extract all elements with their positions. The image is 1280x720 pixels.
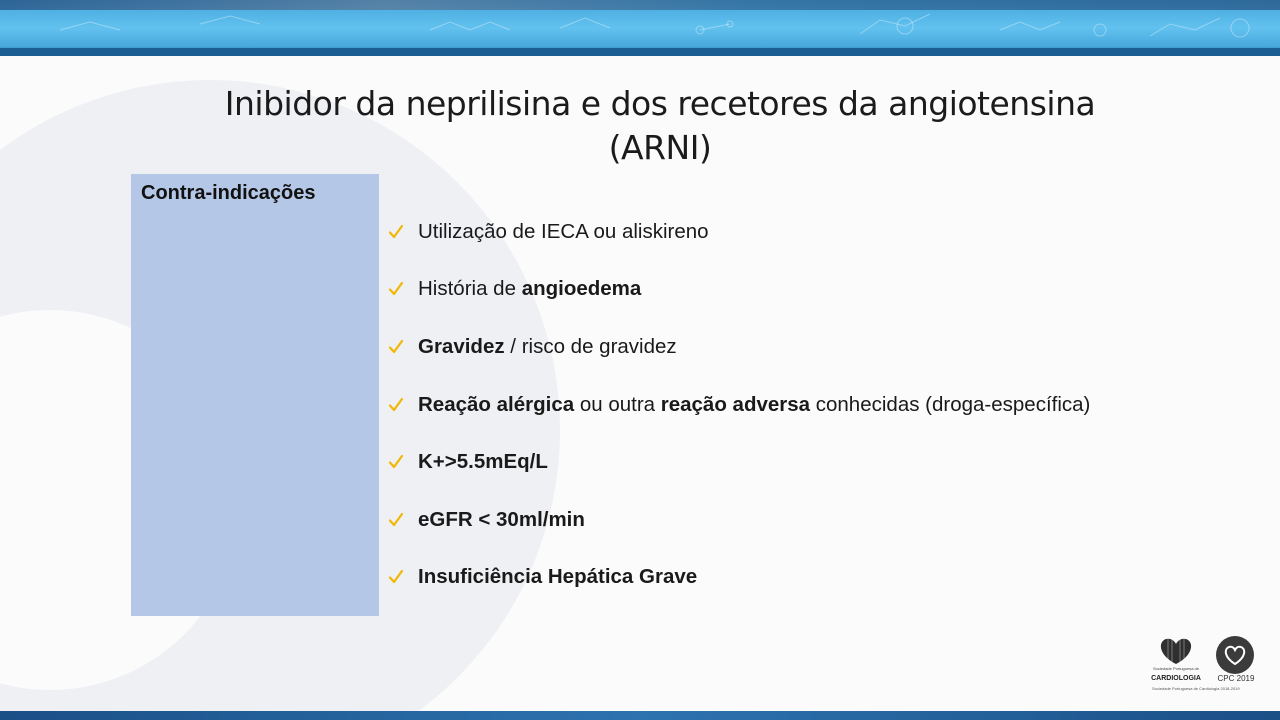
- list-item: [388, 203, 1248, 261]
- checkmark-icon: [388, 454, 418, 470]
- list-item-text: [418, 335, 677, 359]
- checkmark-icon: [388, 281, 418, 297]
- list-item: [388, 491, 1248, 549]
- bold-segment: Gravidez: [418, 334, 505, 358]
- checkmark-icon: [388, 224, 418, 240]
- list-item-text: [418, 220, 709, 244]
- list-item: [388, 318, 1248, 376]
- list-item: [388, 261, 1248, 319]
- banner-edge: [0, 48, 1280, 56]
- list-item-text: [418, 565, 697, 589]
- bottom-band: [0, 711, 1280, 720]
- cpc-logo: [1216, 636, 1254, 674]
- bold-segment: Insuficiência Hepática Grave: [418, 565, 698, 589]
- slide-title: [160, 82, 1160, 170]
- bold-segment: angioedema: [521, 277, 642, 301]
- text-segment: / risco de gravidez: [504, 334, 677, 358]
- spc-small-text: Sociedade Portuguesa de: [1152, 666, 1200, 671]
- list-item-text: [418, 450, 548, 474]
- checkmark-icon: [388, 512, 418, 528]
- text-segment: ou outra: [574, 392, 661, 416]
- bold-segment: K+>5.5mEq/L: [418, 450, 548, 474]
- list-item-text: [418, 277, 641, 301]
- text-segment: História de: [418, 277, 522, 301]
- top-banner: [0, 0, 1280, 56]
- checkmark-icon: [388, 339, 418, 355]
- text-segment: conhecidas (droga-específica): [810, 392, 1091, 416]
- list-item-text: [418, 508, 585, 532]
- panel-label: Contra-indicações: [141, 182, 316, 204]
- list-item: [388, 433, 1248, 491]
- list-item: [388, 549, 1248, 607]
- title-line-2: (ARNI): [608, 128, 712, 167]
- checkmark-icon: [388, 569, 418, 585]
- cpc-name: CPC 2019: [1217, 674, 1255, 683]
- list-item-text: [418, 393, 1090, 417]
- bold-segment: Reação alérgica: [418, 392, 575, 416]
- spc-name: CARDIOLOGIA: [1151, 675, 1201, 682]
- logo-footer-text: Sociedade Portuguesa de Cardiologia 2018-2019: [1152, 686, 1240, 691]
- bold-segment: eGFR < 30ml/min: [418, 507, 585, 531]
- contraindications-list: [388, 203, 1248, 606]
- title-line-1: Inibidor da neprilisina e dos recetores da angiotensina: [224, 84, 1096, 123]
- bold-segment: reação adversa: [660, 392, 811, 416]
- contraindications-panel: [131, 174, 379, 616]
- list-item: [388, 376, 1248, 434]
- checkmark-icon: [388, 397, 418, 413]
- heart-outline-logo-icon: [1216, 636, 1254, 674]
- text-segment: Utilização de IECA ou aliskireno: [418, 219, 709, 243]
